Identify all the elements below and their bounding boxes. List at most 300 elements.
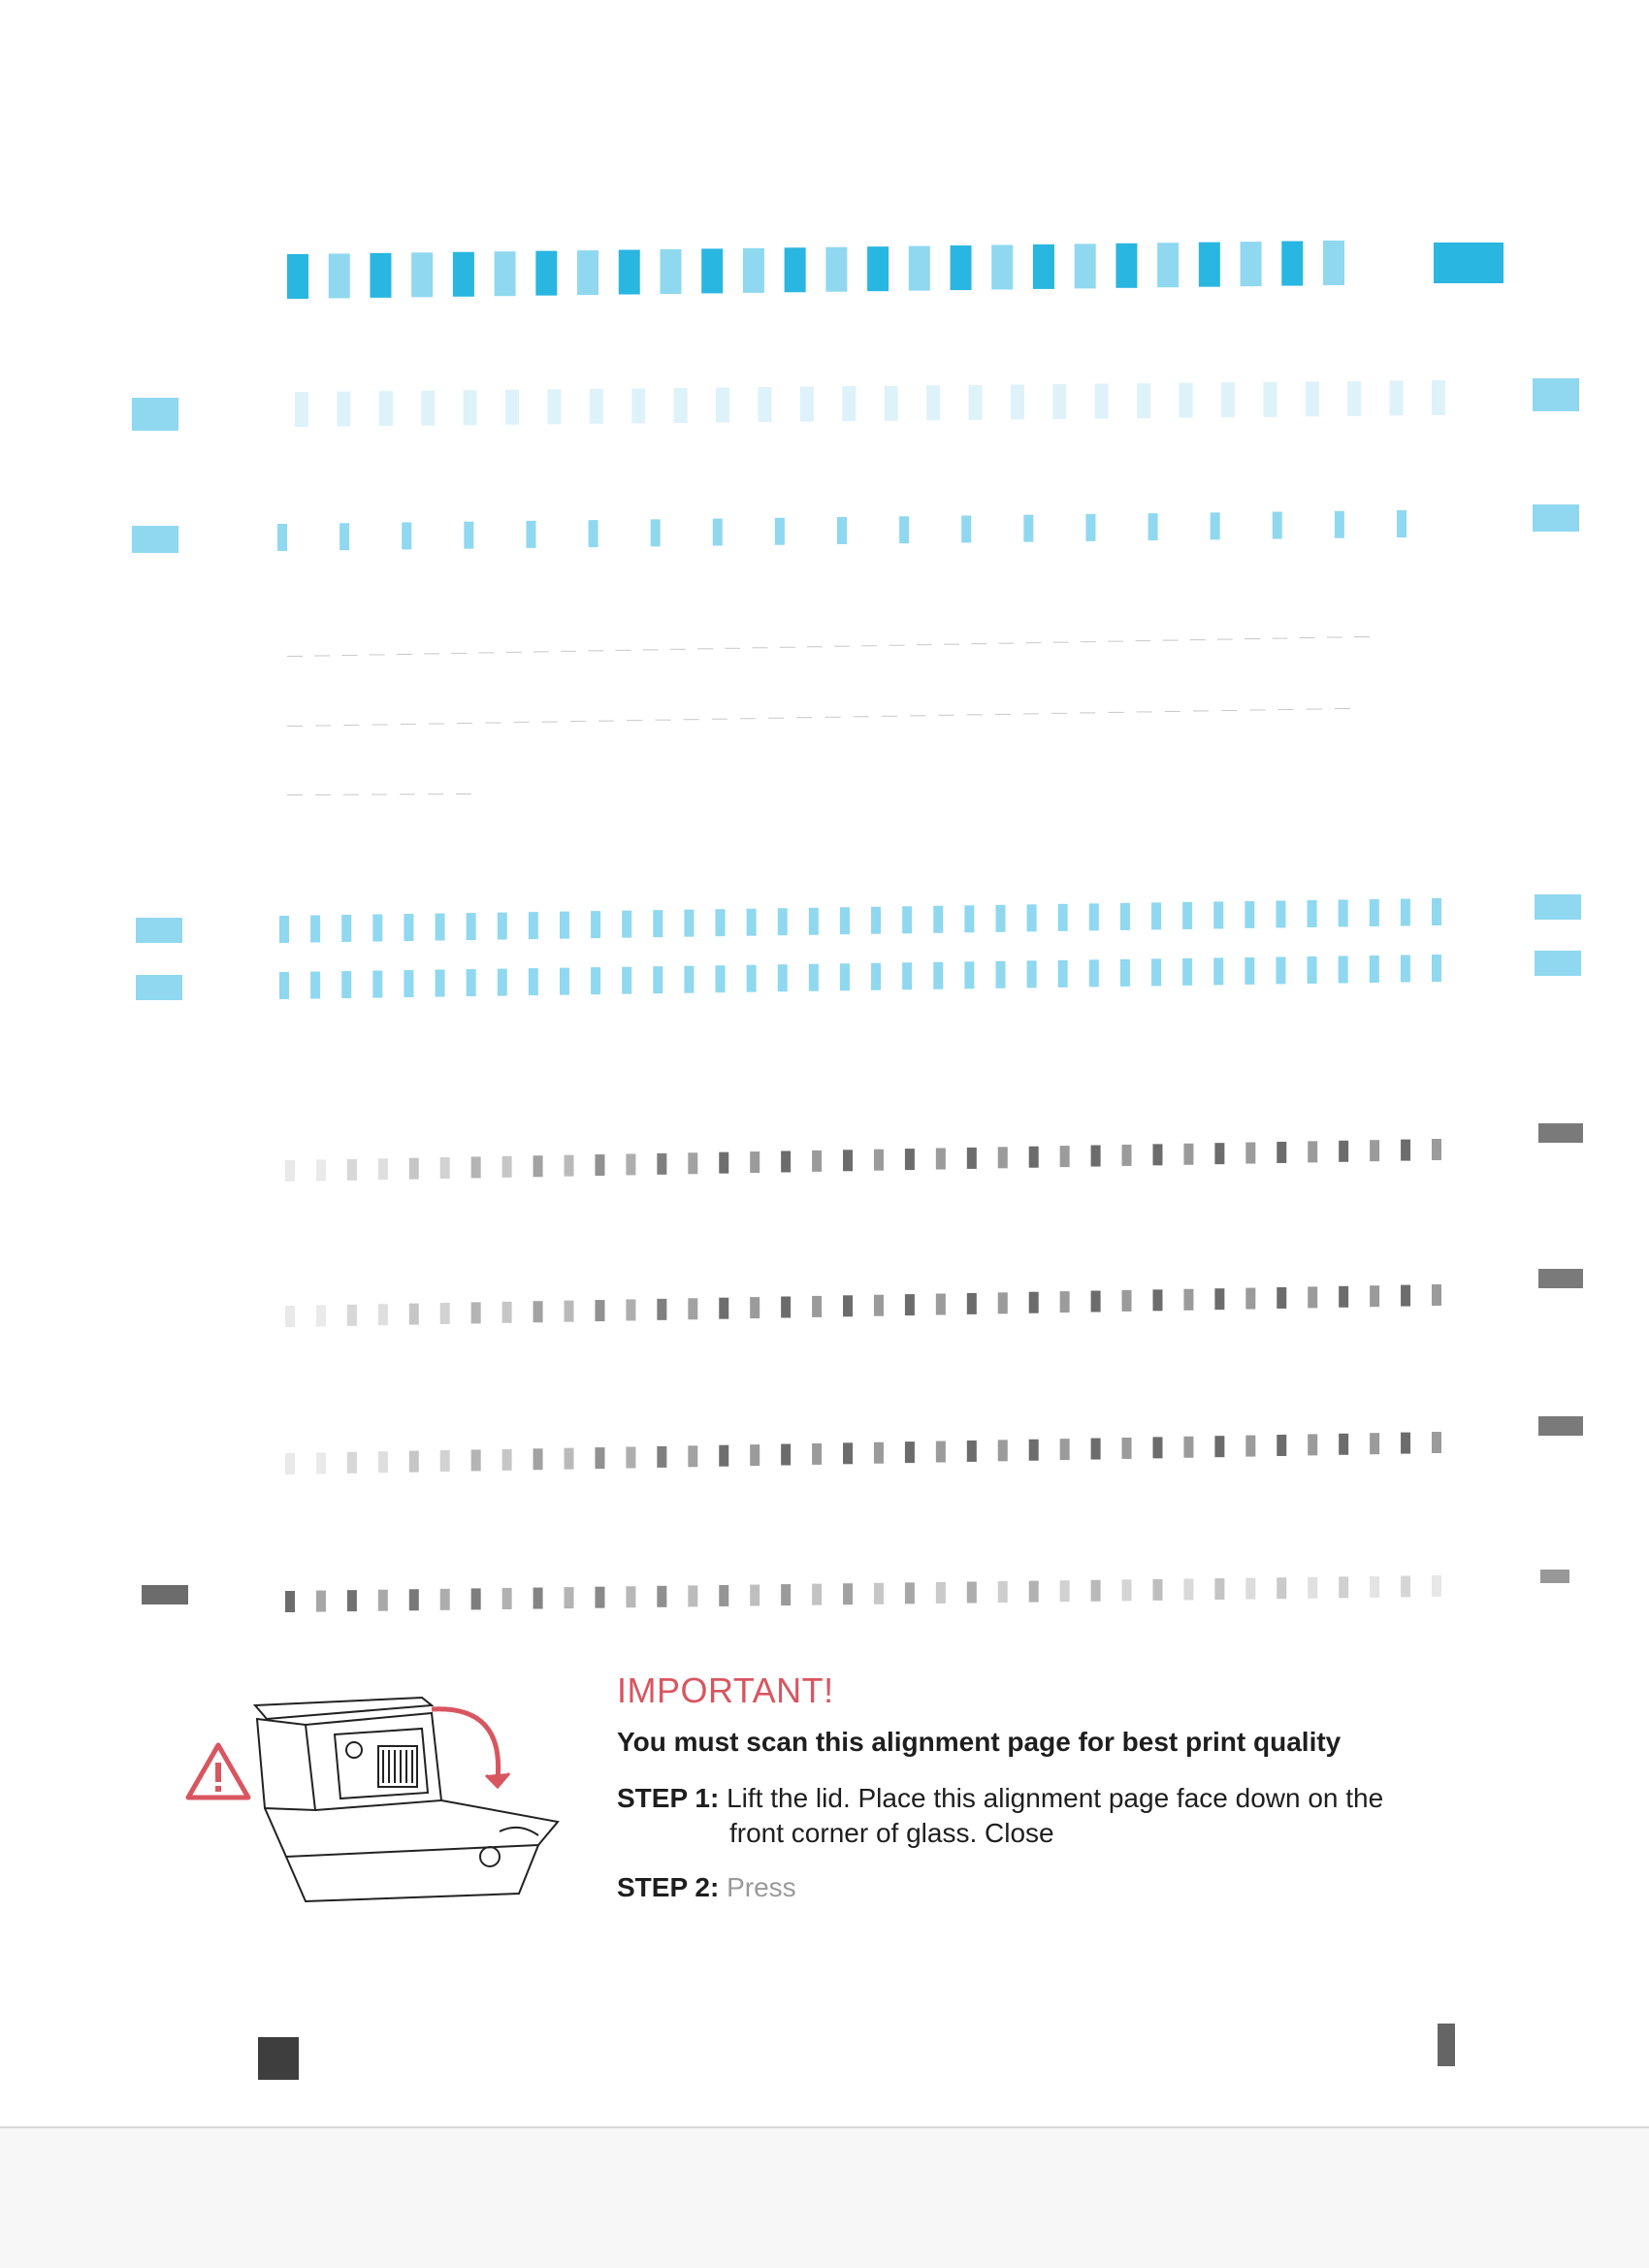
pale-cyan-alignment-bar: [295, 392, 308, 427]
gray-alignment-bar: [905, 1294, 915, 1315]
cyan-alignment-bar: [991, 244, 1013, 289]
cyan-alignment-bar: [809, 908, 819, 935]
pale-cyan-alignment-bar: [1263, 382, 1277, 417]
cyan-alignment-bar: [341, 971, 351, 998]
cyan-alignment-bar: [1027, 904, 1037, 931]
cyan-alignment-bar: [1339, 956, 1348, 983]
gray-alignment-bar: [440, 1450, 450, 1472]
gray-alignment-bar: [1091, 1580, 1101, 1602]
gray-alignment-bar: [1152, 1579, 1162, 1601]
cyan-alignment-bar: [951, 245, 972, 290]
gray-alignment-bar: [843, 1150, 853, 1171]
gray-alignment-bar: [874, 1295, 884, 1316]
gray-alignment-bar: [1401, 1575, 1410, 1597]
cyan-alignment-bar: [653, 966, 663, 993]
cyan-alignment-bar: [871, 907, 881, 934]
cyan-alignment-bar: [701, 248, 723, 293]
gray-alignment-bar: [812, 1296, 822, 1317]
gray-alignment-bar: [781, 1584, 791, 1605]
gray-alignment-bar: [874, 1583, 884, 1604]
cyan-alignment-bar: [961, 515, 971, 542]
pale-cyan-alignment-bar: [674, 388, 688, 423]
pale-cyan-alignment-bar: [631, 388, 645, 423]
cyan-reference-block: [136, 975, 182, 1000]
cyan-alignment-bar: [995, 905, 1005, 932]
gray-alignment-bar: [595, 1447, 604, 1469]
gray-alignment-bar: [781, 1296, 791, 1317]
dashed-guide-line: [372, 725, 388, 726]
dashed-guide-line: [1137, 711, 1152, 712]
dashed-guide-line: [967, 714, 983, 715]
dashed-guide-line: [1272, 638, 1287, 639]
gray-alignment-bar: [1214, 1578, 1224, 1600]
dashed-guide-line: [341, 655, 357, 656]
gray-alignment-bar: [1401, 1285, 1410, 1307]
cyan-alignment-bar: [1151, 902, 1161, 929]
gray-alignment-bar: [843, 1583, 853, 1604]
cyan-alignment-bar: [1089, 903, 1099, 930]
cyan-alignment-bar: [577, 250, 598, 295]
cyan-alignment-bar: [1245, 957, 1254, 985]
gray-alignment-bar: [378, 1590, 388, 1611]
cyan-alignment-bar: [1213, 957, 1223, 985]
cyan-alignment-bar: [372, 915, 382, 942]
dashed-guide-line: [1135, 640, 1150, 641]
gray-alignment-bar: [626, 1586, 635, 1607]
cyan-alignment-bar: [1058, 904, 1068, 931]
gray-alignment-bar: [534, 1155, 543, 1177]
gray-alignment-bar: [1183, 1289, 1193, 1311]
gray-alignment-bar: [1277, 1577, 1286, 1599]
gray-alignment-bar: [874, 1442, 884, 1464]
dashed-guide-line: [314, 655, 330, 656]
cyan-alignment-bar: [1432, 898, 1441, 925]
cyan-alignment-bar: [495, 251, 516, 296]
gray-alignment-bar: [1370, 1576, 1379, 1598]
cyan-alignment-bar: [1058, 960, 1068, 988]
gray-alignment-bar: [967, 1441, 977, 1462]
cyan-alignment-bar: [871, 963, 881, 990]
pale-cyan-alignment-bar: [1137, 383, 1150, 418]
warning-triangle-icon: [184, 1741, 252, 1801]
cyan-alignment-bar: [619, 250, 640, 295]
pale-cyan-alignment-bar: [1390, 380, 1404, 415]
gray-alignment-bar: [285, 1160, 295, 1182]
gray-alignment-bar: [688, 1298, 697, 1319]
pale-cyan-alignment-bar: [464, 390, 477, 425]
dashed-guide-line: [938, 715, 954, 716]
gray-alignment-bar: [1214, 1436, 1224, 1457]
pale-cyan-alignment-bar: [421, 391, 435, 426]
dashed-guide-line: [287, 794, 303, 795]
cyan-alignment-bar: [436, 914, 445, 941]
gray-reference-block: [1540, 1570, 1569, 1583]
pale-cyan-alignment-bar: [1306, 381, 1319, 416]
gray-alignment-bar: [1060, 1439, 1070, 1460]
dashed-guide-line: [910, 715, 925, 716]
cyan-alignment-bar: [1085, 514, 1095, 541]
dashed-guide-line: [670, 649, 686, 650]
cyan-alignment-bar: [341, 915, 351, 942]
dashed-guide-line: [588, 650, 603, 651]
pale-cyan-alignment-bar: [590, 389, 603, 424]
gray-alignment-bar: [1308, 1141, 1317, 1162]
gray-alignment-bar: [440, 1589, 450, 1610]
gray-alignment-bar: [998, 1581, 1008, 1603]
dashed-guide-line: [1300, 637, 1315, 638]
gray-alignment-bar: [440, 1303, 450, 1324]
gray-alignment-bar: [595, 1300, 604, 1321]
cyan-alignment-bar: [560, 968, 569, 995]
dashed-guide-line: [834, 646, 850, 647]
gray-alignment-bar: [1245, 1578, 1255, 1600]
gray-alignment-bar: [1152, 1144, 1162, 1165]
gray-alignment-bar: [812, 1584, 822, 1605]
gray-alignment-bar: [1214, 1143, 1224, 1164]
dashed-guide-line: [684, 719, 699, 720]
cyan-alignment-bar: [1339, 899, 1348, 926]
pale-cyan-alignment-bar: [379, 391, 393, 426]
pale-cyan-alignment-bar: [926, 385, 940, 420]
dashed-guide-line: [712, 719, 728, 720]
cyan-alignment-bar: [340, 523, 349, 550]
cyan-alignment-bar: [453, 252, 474, 297]
gray-alignment-bar: [1277, 1142, 1286, 1163]
cyan-alignment-bar: [713, 519, 723, 546]
cyan-reference-block: [132, 526, 178, 553]
cyan-alignment-bar: [1182, 902, 1192, 929]
gray-alignment-bar: [1060, 1291, 1070, 1312]
gray-alignment-bar: [1152, 1289, 1162, 1311]
dashed-guide-line: [372, 794, 387, 795]
cyan-alignment-bar: [529, 968, 538, 995]
registration-mark: [258, 2037, 299, 2080]
gray-alignment-bar: [750, 1444, 760, 1466]
gray-alignment-bar: [316, 1159, 326, 1181]
gray-alignment-bar: [719, 1445, 728, 1467]
dashed-guide-line: [643, 649, 659, 650]
gray-alignment-bar: [347, 1452, 357, 1474]
pale-cyan-alignment-bar: [758, 387, 771, 422]
gray-alignment-bar: [1029, 1147, 1039, 1168]
gray-alignment-bar: [471, 1156, 481, 1178]
gray-alignment-bar: [1122, 1438, 1132, 1459]
gray-alignment-bar: [1029, 1581, 1039, 1603]
cyan-alignment-bar: [1397, 510, 1406, 537]
dashed-guide-line: [995, 714, 1011, 715]
gray-alignment-bar: [1432, 1432, 1441, 1453]
dashed-guide-line: [1026, 642, 1042, 643]
cyan-alignment-bar: [622, 911, 631, 938]
gray-alignment-bar: [409, 1158, 419, 1180]
gray-alignment-bar: [936, 1149, 946, 1170]
cyan-alignment-bar: [840, 963, 850, 990]
gray-alignment-bar: [534, 1588, 543, 1609]
cyan-alignment-bar: [404, 970, 413, 997]
dashed-guide-line: [315, 726, 331, 727]
step2-label: STEP 2:: [617, 1872, 720, 1902]
cyan-alignment-bar: [529, 912, 538, 939]
cyan-alignment-bar: [1276, 956, 1285, 984]
step2-text: Press: [727, 1872, 796, 1902]
gray-alignment-bar: [967, 1581, 977, 1603]
gray-alignment-bar: [998, 1292, 1008, 1313]
gray-alignment-bar: [1308, 1434, 1317, 1455]
cyan-alignment-bar: [1281, 242, 1303, 286]
gray-alignment-bar: [750, 1585, 760, 1606]
dashed-guide-line: [796, 717, 812, 718]
cyan-alignment-bar: [743, 248, 764, 293]
pale-cyan-alignment-bar: [969, 385, 983, 420]
dashed-guide-line: [1163, 640, 1179, 641]
gray-alignment-bar: [1152, 1437, 1162, 1458]
cyan-alignment-bar: [1370, 956, 1379, 983]
cyan-reference-block: [1434, 243, 1504, 283]
gray-alignment-bar: [1122, 1290, 1132, 1312]
gray-alignment-bar: [285, 1453, 295, 1474]
dashed-guide-line: [429, 724, 444, 725]
pale-cyan-alignment-bar: [337, 392, 350, 427]
cyan-alignment-bar: [775, 518, 785, 545]
cyan-reference-block: [136, 918, 182, 943]
pale-cyan-alignment-bar: [1221, 382, 1235, 417]
gray-alignment-bar: [1308, 1286, 1317, 1308]
gray-alignment-bar: [1060, 1146, 1070, 1167]
cyan-reference-block: [132, 398, 178, 431]
gray-alignment-bar: [1432, 1575, 1441, 1597]
cyan-alignment-bar: [902, 906, 912, 933]
gray-alignment-bar: [719, 1152, 728, 1174]
dashed-guide-line: [1190, 639, 1206, 640]
step1-text: Lift the lid. Place this alignment page face down on the: [727, 1783, 1384, 1813]
cyan-alignment-bar: [660, 249, 681, 294]
dashed-guide-line: [561, 651, 576, 652]
cyan-alignment-bar: [785, 247, 806, 292]
dashed-guide-line: [944, 644, 959, 645]
dashed-guide-line: [854, 716, 869, 717]
dashed-guide-line: [287, 656, 303, 657]
gray-reference-block: [1538, 1123, 1583, 1143]
dashed-guide-line: [825, 717, 841, 718]
gray-alignment-bar: [534, 1448, 543, 1470]
gray-alignment-bar: [378, 1304, 388, 1325]
cyan-alignment-bar: [310, 916, 320, 943]
dashed-guide-line: [1108, 641, 1123, 642]
cyan-alignment-bar: [535, 251, 557, 296]
cyan-alignment-bar: [909, 246, 930, 291]
cyan-alignment-bar: [1245, 901, 1254, 928]
gray-alignment-bar: [936, 1294, 946, 1315]
dashed-guide-line: [917, 644, 932, 645]
cyan-alignment-bar: [467, 913, 476, 940]
gray-alignment-bar: [347, 1590, 357, 1611]
cyan-alignment-bar: [1323, 241, 1344, 285]
cyan-alignment-bar: [1033, 244, 1054, 289]
cyan-alignment-bar: [1308, 900, 1317, 927]
gray-alignment-bar: [595, 1154, 604, 1176]
gray-alignment-bar: [1245, 1143, 1255, 1164]
pale-cyan-alignment-bar: [1095, 384, 1109, 419]
cyan-alignment-bar: [310, 972, 320, 999]
gray-alignment-bar: [1401, 1433, 1410, 1454]
step1-label: STEP 1:: [617, 1783, 720, 1813]
dashed-guide-line: [485, 723, 501, 724]
gray-alignment-bar: [565, 1155, 574, 1177]
gray-alignment-bar: [967, 1148, 977, 1169]
scan-instruction: You must scan this alignment page for best print quality: [617, 1727, 1342, 1757]
cyan-alignment-bar: [1308, 956, 1317, 984]
step2-row: [617, 1872, 796, 1903]
cyan-alignment-bar: [329, 253, 350, 298]
cyan-alignment-bar: [589, 520, 598, 547]
dashed-guide-line: [807, 646, 823, 647]
gray-alignment-bar: [502, 1302, 512, 1323]
cyan-alignment-bar: [809, 964, 819, 991]
gray-alignment-bar: [502, 1449, 512, 1471]
gray-alignment-bar: [781, 1150, 791, 1172]
gray-alignment-bar: [440, 1157, 450, 1179]
cyan-alignment-bar: [1432, 955, 1441, 982]
cyan-alignment-bar: [1116, 243, 1137, 288]
gray-alignment-bar: [316, 1591, 326, 1612]
dashed-guide-line: [1080, 712, 1095, 713]
cyan-alignment-bar: [684, 910, 694, 937]
pale-cyan-alignment-bar: [800, 387, 814, 422]
dashed-guide-line: [768, 718, 784, 719]
gray-alignment-bar: [1370, 1285, 1379, 1307]
cyan-alignment-bar: [933, 906, 943, 933]
dashed-guide-line: [882, 716, 897, 717]
dashed-guide-line: [861, 645, 877, 646]
dashed-guide-line: [506, 652, 522, 653]
dashed-guide-line: [424, 653, 439, 654]
pale-cyan-alignment-bar: [547, 389, 561, 424]
cyan-alignment-bar: [467, 969, 476, 996]
cyan-reference-block: [1535, 951, 1581, 976]
gray-alignment-bar: [409, 1304, 419, 1325]
cyan-alignment-bar: [1182, 958, 1192, 986]
gray-alignment-bar: [378, 1158, 388, 1180]
pale-cyan-alignment-bar: [505, 390, 519, 425]
cyan-alignment-bar: [1027, 960, 1037, 988]
dashed-guide-line: [1081, 641, 1096, 642]
dashed-guide-line: [401, 724, 416, 725]
dashed-guide-line: [1108, 712, 1123, 713]
cyan-alignment-bar: [1148, 513, 1158, 540]
cyan-alignment-bar: [867, 246, 889, 291]
gray-alignment-bar: [1245, 1436, 1255, 1457]
gray-alignment-bar: [1029, 1292, 1039, 1313]
cyan-alignment-bar: [1151, 958, 1161, 986]
gray-alignment-bar: [750, 1297, 760, 1318]
gray-alignment-bar: [409, 1589, 419, 1610]
dashed-guide-line: [1221, 710, 1237, 711]
gray-alignment-bar: [998, 1147, 1008, 1168]
cyan-alignment-bar: [1273, 512, 1282, 539]
gray-alignment-bar: [936, 1442, 946, 1463]
gray-alignment-bar: [316, 1305, 326, 1326]
gray-alignment-bar: [812, 1443, 822, 1465]
dashed-guide-line: [780, 647, 795, 648]
dashed-guide-line: [627, 720, 642, 721]
gray-alignment-bar: [1029, 1440, 1039, 1461]
cyan-alignment-bar: [404, 914, 413, 941]
cyan-alignment-bar: [1401, 898, 1410, 925]
gray-alignment-bar: [471, 1302, 481, 1323]
cyan-alignment-bar: [622, 967, 631, 994]
dashed-guide-line: [1053, 642, 1069, 643]
cyan-alignment-bar: [1211, 512, 1220, 539]
gray-alignment-bar: [781, 1443, 791, 1465]
registration-mark: [1438, 2024, 1455, 2066]
gray-alignment-bar: [843, 1295, 853, 1316]
cyan-alignment-bar: [995, 961, 1005, 988]
gray-alignment-bar: [874, 1150, 884, 1171]
cyan-alignment-bar: [837, 517, 847, 544]
gray-alignment-bar: [936, 1582, 946, 1604]
gray-alignment-bar: [1060, 1580, 1070, 1602]
gray-alignment-bar: [1370, 1433, 1379, 1454]
gray-alignment-bar: [347, 1159, 357, 1181]
cyan-alignment-bar: [1276, 900, 1285, 927]
dashed-guide-line: [725, 648, 740, 649]
dashed-guide-line: [370, 654, 385, 655]
cyan-alignment-bar: [1241, 242, 1262, 286]
pale-cyan-alignment-bar: [842, 386, 856, 421]
dashed-guide-line: [315, 794, 331, 795]
pale-cyan-alignment-bar: [1052, 384, 1066, 419]
cyan-alignment-bar: [591, 967, 600, 994]
cyan-alignment-bar: [825, 247, 847, 292]
dashed-guide-line: [697, 648, 713, 649]
gray-alignment-bar: [626, 1446, 635, 1468]
cyan-alignment-bar: [778, 908, 788, 935]
step1-row: [617, 1783, 1383, 1814]
gray-alignment-bar: [285, 1591, 295, 1612]
dashed-guide-line: [1245, 638, 1260, 639]
dashed-guide-line: [397, 654, 412, 655]
cyan-alignment-bar: [526, 521, 535, 548]
cyan-alignment-bar: [778, 964, 788, 991]
gray-alignment-bar: [688, 1445, 697, 1467]
cyan-alignment-bar: [279, 916, 289, 943]
gray-alignment-bar: [565, 1587, 574, 1608]
gray-alignment-bar: [347, 1305, 357, 1326]
gray-alignment-bar: [1277, 1287, 1286, 1309]
cyan-alignment-bar: [1075, 243, 1096, 288]
dashed-guide-line: [457, 723, 472, 724]
cyan-alignment-bar: [1089, 959, 1099, 987]
dashed-guide-line: [1165, 711, 1180, 712]
gray-alignment-bar: [905, 1442, 915, 1463]
cyan-alignment-bar: [287, 254, 308, 299]
cyan-reference-block: [1533, 504, 1579, 532]
gray-alignment-bar: [1245, 1288, 1255, 1310]
cyan-alignment-bar: [436, 970, 445, 997]
cyan-alignment-bar: [498, 969, 507, 996]
cyan-alignment-bar: [279, 972, 289, 999]
gray-alignment-bar: [1308, 1577, 1317, 1599]
dashed-guide-line: [598, 721, 614, 722]
pale-cyan-alignment-bar: [1347, 381, 1361, 416]
cyan-alignment-bar: [464, 522, 473, 549]
dashed-guide-line: [655, 720, 670, 721]
dashed-guide-line: [1249, 709, 1265, 710]
dashed-guide-line: [1327, 637, 1342, 638]
gray-alignment-bar: [719, 1298, 728, 1319]
dashed-guide-line: [971, 643, 986, 644]
dashed-guide-line: [1307, 708, 1322, 709]
